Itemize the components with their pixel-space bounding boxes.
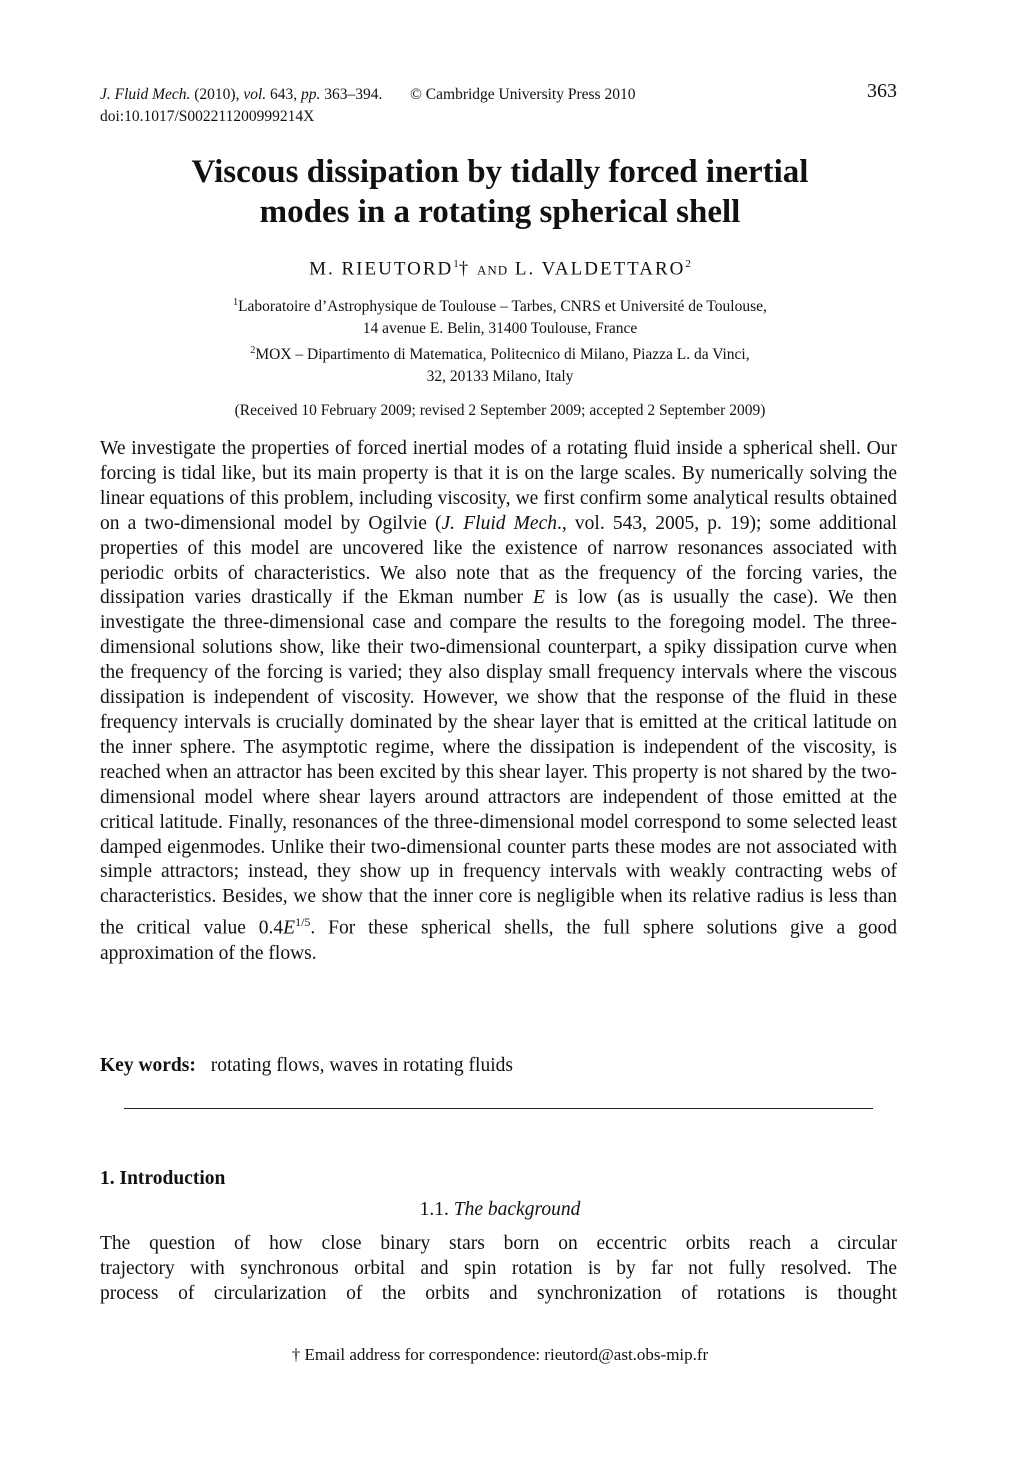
keywords-text: rotating flows, waves in rotating fluids: [210, 1055, 513, 1076]
pages-label: pp.: [301, 86, 321, 103]
affiliation-1-line-1: Laboratoire d’Astrophysique de Toulouse – Tarbes, CNRS et Université de Toulouse,: [238, 298, 767, 316]
affiliation-1-line-2: 14 avenue E. Belin, 31400 Toulouse, France: [362, 320, 638, 338]
intro-line-3: process of circularization of the orbits and synchronization of rotations is thought: [100, 1283, 897, 1304]
subsection-title: The background: [453, 1199, 581, 1220]
intro-paragraph: [100, 1231, 897, 1306]
footnote: † Email address for correspondence: rieutord@ast.obs-mip.fr: [291, 1345, 709, 1364]
abstract: [100, 437, 897, 967]
title-line-2: modes in a rotating spherical shell: [259, 194, 741, 230]
abstract-text-3: is low (as is usually the case). We then investigate the three-dimensional case and compare the results to the foregoing model. The three-dimensional solutions show, like their two-dimensional counterpart, a spiky dissipation curve when the frequency of the forcing is varied; they also display small frequency intervals where the viscous dissipation is independent of viscosity. However, we show that the response of the fluid in these frequency intervals is crucially dominated by the shear layer that is emitted at the critical latitude on the inner sphere. The asymptotic regime, where the dissipation is independent of the viscosity, is reached when an attractor has been excited by this shear layer. This property is not shared by the two-dimensional model where shear layers around attractors are independent of those emitted at the critical latitude. Finally, resonances of the three-dimensional model correspond to some selected least damped eigenmodes. Unlike their two-dimensional counter parts these modes are not associated with simple attractors; instead, they show up in frequency intervals with weakly contracting webs of characteristics. Besides, we show that the inner core is negligible when its relative radius is less than the critical value 0.4: [100, 587, 897, 939]
citation-line: [100, 84, 900, 106]
abstract-text-1: We investigate the properties of forced inertial modes of a rotating fluid inside a spherical shell. Our forcing is tidal like, but its main property is that it is on the large scales. By numerically solving the linear equations of this problem, including viscosity, we first confirm some analytical results obtained on a two-dimensional model by Ogilvie (: [100, 438, 897, 534]
author-2-affil-mark: 2: [685, 258, 691, 270]
subsection-heading: [100, 1199, 900, 1221]
author-1-affil-mark: 1: [453, 258, 459, 270]
journal-name: J. Fluid Mech.: [100, 86, 191, 103]
exponent: 1/5: [295, 915, 311, 930]
keywords-label: Key words:: [100, 1055, 196, 1076]
running-head: [100, 84, 900, 128]
dagger-mark: †: [458, 258, 471, 280]
affiliation-2-line-1: MOX – Dipartimento di Matematica, Politecnico di Milano, Piazza L. da Vinci,: [255, 346, 750, 364]
affiliation-1: [100, 292, 900, 340]
ekman-symbol: E: [533, 587, 545, 609]
affiliation-2: [100, 340, 900, 388]
journal-year: (2010),: [194, 86, 240, 103]
received-dates: (Received 10 February 2009; revised 2 September 2009; accepted 2 September 2009): [234, 402, 766, 419]
paper-title: [100, 152, 900, 232]
page-number: 363: [867, 80, 897, 102]
author-1: M. RIEUTORD: [309, 258, 454, 280]
divider-rule: [124, 1108, 873, 1109]
author-line: [100, 258, 900, 280]
title-line-1: Viscous dissipation by tidally forced inertial: [191, 154, 809, 190]
affiliation-2-line-2: 32, 20133 Milano, Italy: [426, 368, 574, 386]
page-range: 363–394.: [324, 86, 383, 103]
volume-label: vol.: [243, 86, 267, 103]
volume-number: 643,: [270, 86, 298, 103]
abstract-text-4: . For these spherical shells, the full sphere solutions give a good approximation of the flows.: [100, 917, 897, 964]
section-heading: 1. Introduction: [100, 1168, 226, 1189]
affiliation-1-marker: 1: [233, 297, 239, 308]
intro-line-1: The question of how close binary stars born on eccentric orbits reach a circular: [100, 1233, 897, 1254]
author-2: L. VALDETTARO: [514, 258, 686, 280]
ekman-symbol-2: E: [283, 917, 296, 939]
doi: doi:10.1017/S002211200999214X: [100, 108, 315, 125]
abstract-text-2: ., vol. 543, 2005, p. 19); some additional properties of this model are uncovered like the existence of narrow resonances associated with periodic orbits of characteristics. We also note that as the frequency of the forcing varies, the dissipation varies drastically if the Ekman number: [100, 512, 897, 609]
intro-line-2: trajectory with synchronous orbital and spin rotation is by far not fully resolved. The: [100, 1258, 897, 1279]
copyright-notice: © Cambridge University Press 2010: [410, 86, 636, 103]
author-conjunction: and: [476, 258, 509, 280]
abstract-citation-journal: J. Fluid Mech: [441, 512, 557, 534]
keywords: [100, 1055, 513, 1077]
subsection-number: 1.1.: [419, 1199, 449, 1220]
affiliation-2-marker: 2: [250, 345, 256, 356]
